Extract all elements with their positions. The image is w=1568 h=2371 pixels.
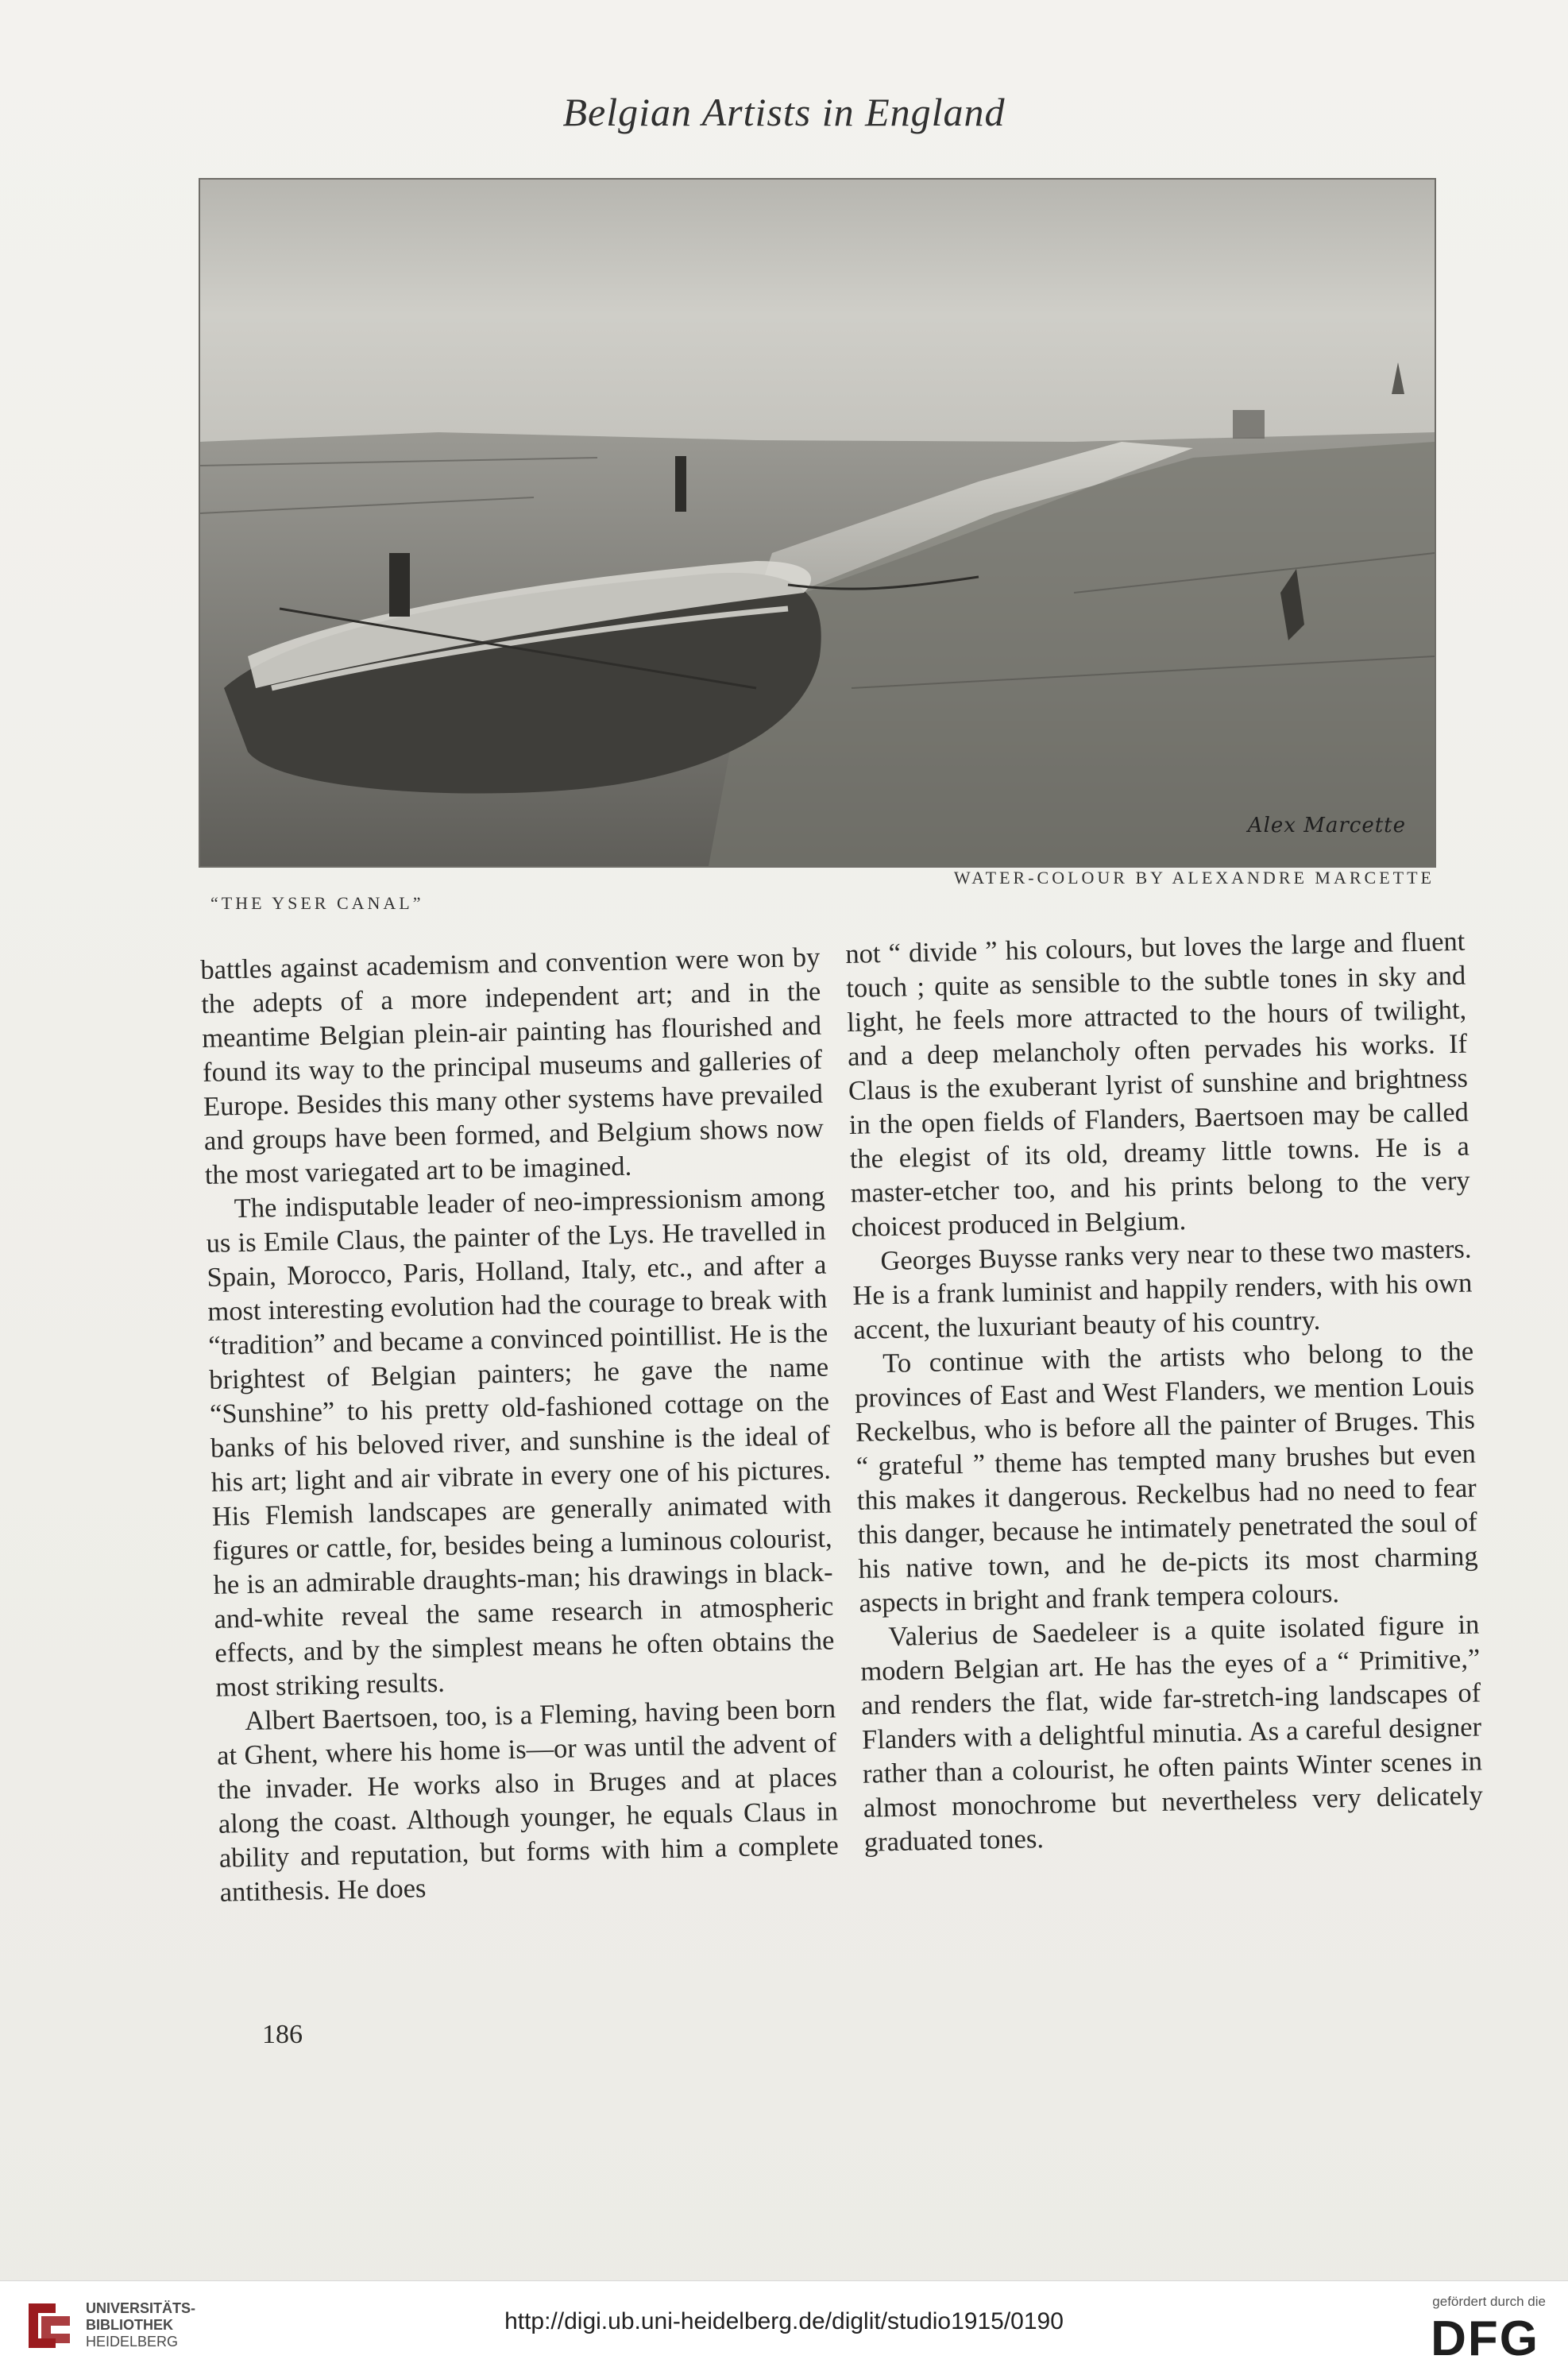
plate-title: “THE YSER CANAL”	[210, 893, 424, 913]
paragraph: Albert Baertsoen, too, is a Fleming, having been born at Ghent, where his home is—or was until the advent of the invader. He works also in Bruges and at places along the coast. Although younger, he equals Claus in ability and reputation, but forms with him a complete antithesis. He does	[216, 1693, 840, 1908]
paragraph: not “ divide ” his colours, but loves the large and fluent touch ; quite as sensible to the subtle tones in sky and light, he feels more attracted to the hours of twilight, and a deep melancholy often pervades his works. If Claus is the exuberant lyrist of sunshine and brightness in the open fields of Flanders, Baertsoen may be called the elegist of its old, dreamy little towns. He is a master-etcher too, and his prints belong to the very choicest produced in Belgium.	[845, 926, 1470, 1243]
permalink-url[interactable]: http://digi.ub.uni-heidelberg.de/diglit/studio1915/0190	[504, 2308, 1064, 2334]
paragraph: battles against academism and convention were won by the adepts of a more independent art; and in the meantime Belgian plein-air painting has flourished and found its way to the principal museums and galleries of Europe. Besides this many other systems have prevailed and groups have been formed, and Belgium shows now the most variegated art to be imagined.	[200, 942, 825, 1190]
library-line-2: BIBLIOTHEK	[86, 2317, 173, 2333]
paragraph: Valerius de Saedeleer is a quite isolated figure in modern Belgian art. He has the eyes of a “ Primitive,” and renders the flat, wide far-stretch-ing landscapes of Flanders with a delightful minutia. As a careful designer rather than a colourist, he often paints Winter scenes in almost monochrome but nevertheless very delicately graduated tones.	[859, 1609, 1484, 1858]
library-line-1: UNIVERSITÄTS-	[86, 2300, 196, 2316]
illustration-plate	[199, 178, 1436, 868]
plate-credit: WATER-COLOUR BY ALEXANDRE MARCETTE	[953, 868, 1435, 888]
digitization-footer	[0, 2280, 1568, 2371]
yser-canal-painting	[200, 180, 1435, 866]
paragraph: To continue with the artists who belong to the provinces of East and West Flanders, we mention Louis Reckelbus, who is before all the painter of Bruges. This “ grateful ” theme has tempted many brushes but even this makes it dangerous. Reckelbus had no need to fear this danger, because he intimately penetrated the soul of his native town, and he de-picts its most charming aspects in bright and frank tempera colours.	[854, 1336, 1478, 1619]
running-head: Belgian Artists in England	[562, 90, 1006, 134]
artist-signature: Alex Marcette	[1247, 814, 1406, 837]
funding-note: gefördert durch die	[1432, 2294, 1546, 2309]
paragraph: The indisputable leader of neo-impressionism among us is Emile Claus, the painter of the Lys. He travelled in Spain, Morocco, Paris, Holland, Italy, etc., and after a most interesting evolution had the courage to break with “tradition” and became a convinced pointillist. He is the brightest of Belgian painters; he gave the name “Sunshine” to his pretty old-fashioned cottage on the banks of his beloved river, and sunshine is the ideal of his art; light and air vibrate in every one of his pictures. His Flemish landscapes are generally animated with figures or cattle, for, besides being a luminous colourist, he is an admirable draughts-man; his drawings in black-and-white reveal the same research in atmospheric effects, and by the simplest means he often obtains the most striking results.	[206, 1181, 835, 1703]
paragraph: Georges Buysse ranks very near to these two masters. He is a frank luminist and happily renders, with his own accent, the luxuriant beauty of his country.	[852, 1233, 1473, 1345]
dfg-logo: DFG	[1431, 2311, 1539, 2366]
page-number: 186	[262, 2020, 303, 2049]
right-text-column	[845, 925, 1484, 1860]
left-text-column	[200, 941, 840, 1910]
library-line-3: HEIDELBERG	[86, 2334, 179, 2350]
